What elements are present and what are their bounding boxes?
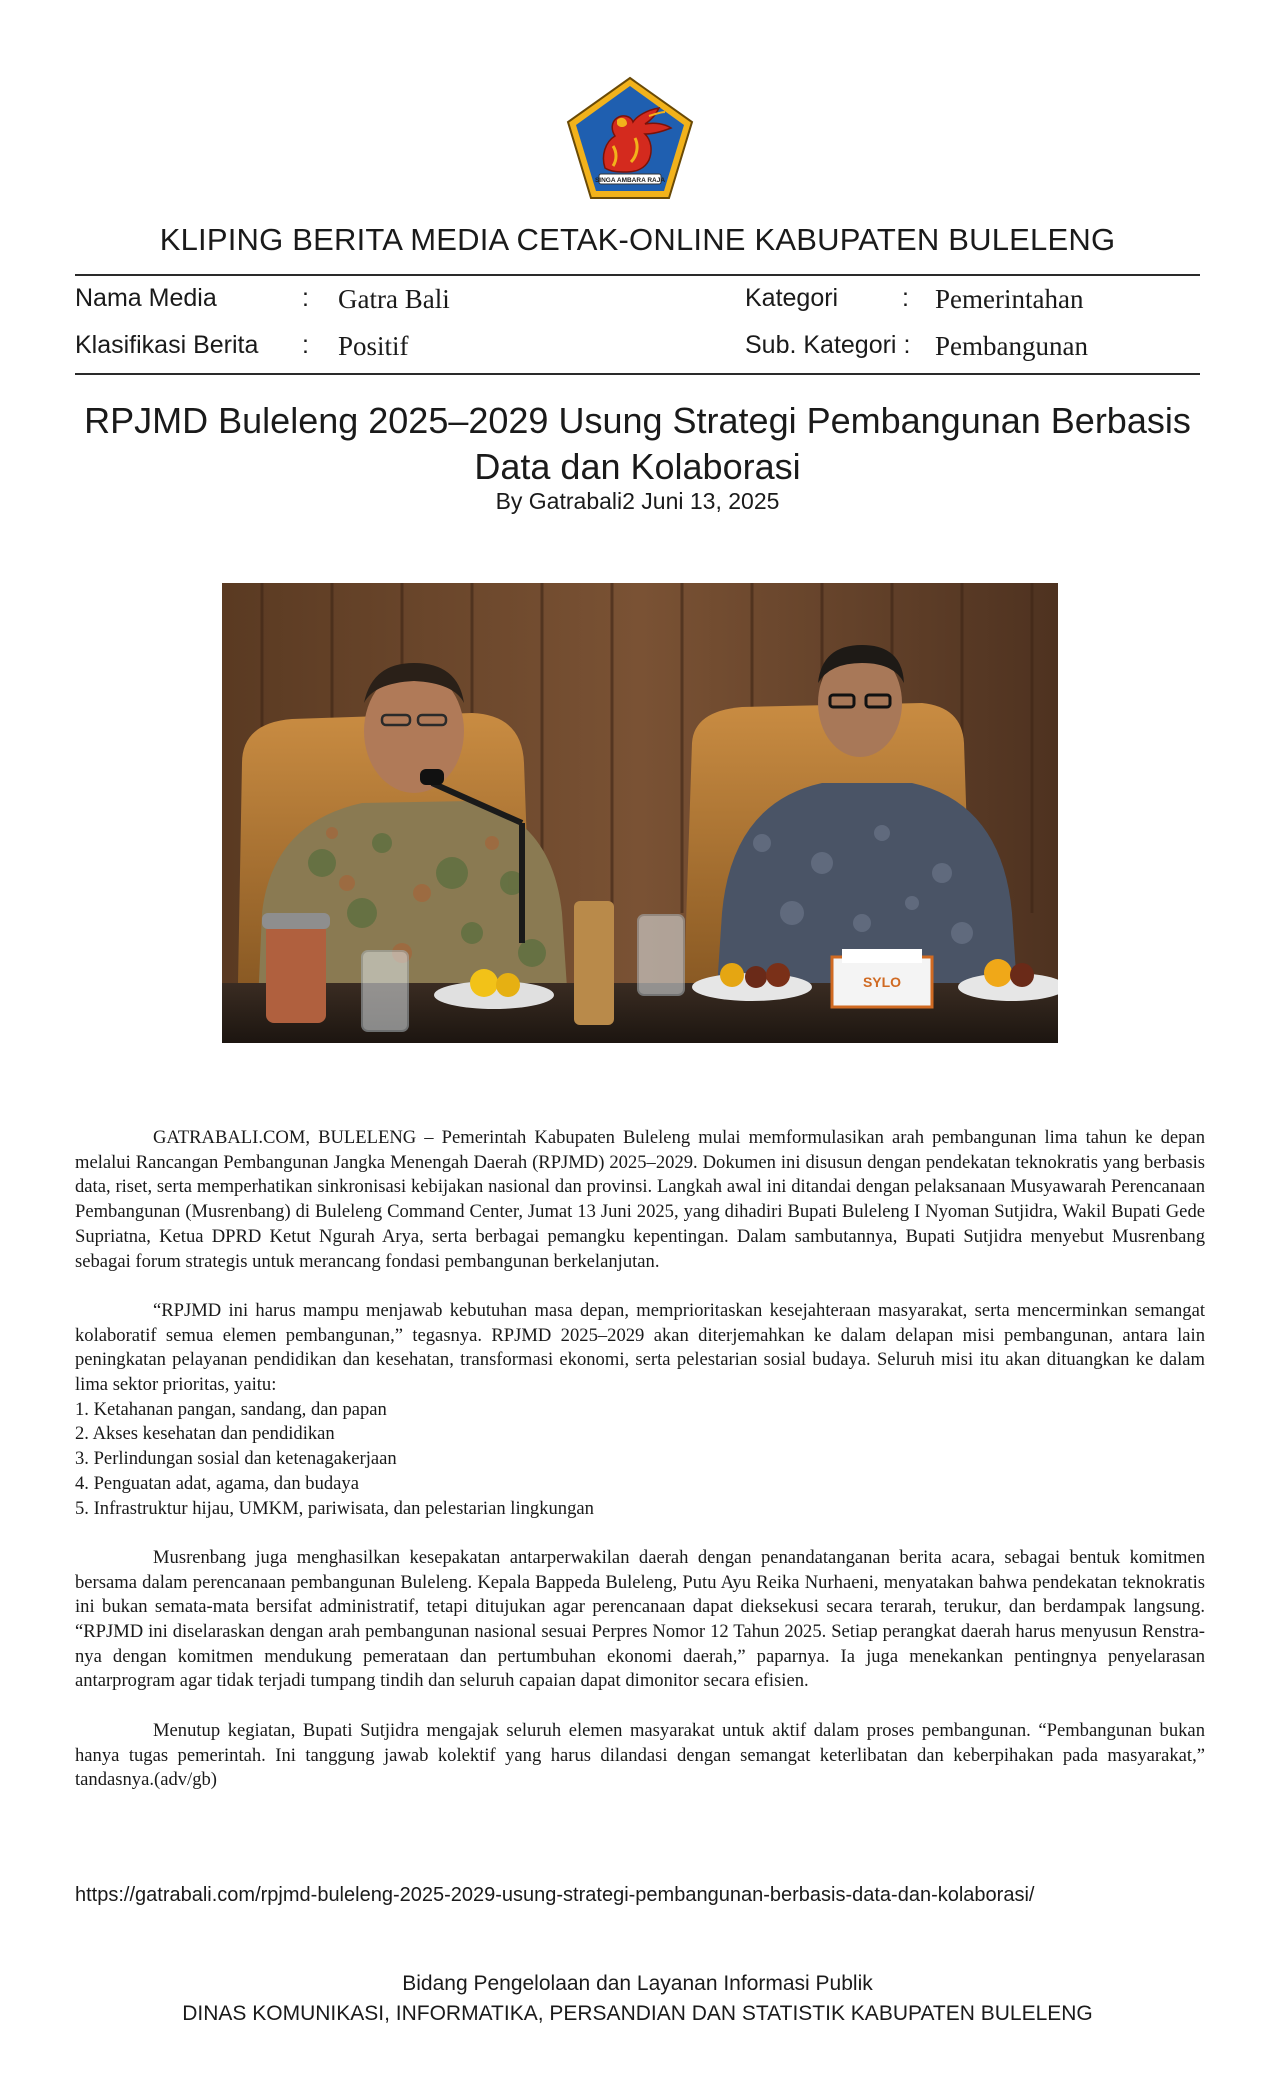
media-label: Nama Media bbox=[75, 284, 217, 312]
article-paragraph-1: GATRABALI.COM, BULELENG – Pemerintah Kabupaten Buleleng mulai memformulasikan arah pembangunan lima tahun ke depan melalui Rancangan Pembangunan Jangka Menengah Daerah (RPJMD) 2025–2029. Dokumen ini disusun dengan pendekatan teknokratis yang berbasis data, riset, serta memperhatikan sinkronisasi kebijakan nasional dan provinsi. Langkah awal ini ditandai dengan pelaksanaan Musyawarah Perencanaan Pembangunan (Musrenbang) di Buleleng Command Center, Jumat 13 Juni 2025, yang dihadiri Bupati Buleleng I Nyoman Sutjidra, Wakil Bupati Gede Supriatna, Ketua DPRD Ketut Ngurah Arya, serta berbagai pemangku kepentingan. Dalam sambutannya, Bupati Sutjidra menyebut Musrenbang sebagai forum strategis untuk merancang fondasi pembangunan berkelanjutan. bbox=[75, 1127, 1205, 1272]
category-colon: : bbox=[902, 284, 909, 312]
list-item: 1. Ketahanan pangan, sandang, dan papan bbox=[75, 1398, 387, 1420]
classification-colon: : bbox=[302, 331, 309, 359]
list-item: 4. Penguatan adat, agama, dan budaya bbox=[75, 1472, 359, 1494]
headline-line-2: Data dan Kolaborasi bbox=[474, 446, 801, 487]
headline-line-1: RPJMD Buleleng 2025–2029 Usung Strategi Pembangunan Berbasis bbox=[84, 400, 1191, 441]
subcategory-colon: : bbox=[903, 331, 911, 359]
priority-list bbox=[75, 1398, 1205, 1522]
subcategory-label bbox=[745, 331, 910, 360]
meta-divider bbox=[75, 373, 1200, 375]
classification-label: Klasifikasi Berita bbox=[75, 331, 259, 359]
list-item: 2. Akses kesehatan dan pendidikan bbox=[75, 1423, 335, 1445]
media-value: Gatra Bali bbox=[338, 284, 450, 314]
top-divider bbox=[75, 274, 1200, 276]
article-paragraph-2: “RPJMD ini harus mampu menjawab kebutuhan masa depan, memprioritaskan kesejahteraan masyarakat, serta mencerminkan semangat kolaboratif semua elemen pembangunan,” tegasnya. RPJMD 2025–2029 akan diterjemahkan ke dalam delapan misi pembangunan, antara lain peningkatan pelayanan pendidikan dan kesehatan, transformasi ekonomi, serta pelestarian sosial budaya. Seluruh misi itu akan dituangkan ke dalam lima sektor prioritas, yaitu: bbox=[75, 1299, 1205, 1396]
footer-agency: DINAS KOMUNIKASI, INFORMATIKA, PERSANDIAN DAN STATISTIK KABUPATEN BULELENG bbox=[182, 2002, 1093, 2025]
crest-motto: SINGA AMBARA RAJA bbox=[594, 177, 666, 184]
classification-value: Positif bbox=[338, 331, 409, 361]
article-headline bbox=[75, 398, 1200, 490]
category-label: Kategori bbox=[745, 284, 839, 312]
singa-ambara-raja-crest-icon bbox=[565, 76, 695, 202]
list-item: 5. Infrastruktur hijau, UMKM, pariwisata, dan pelestarian lingkungan bbox=[75, 1497, 594, 1519]
article-paragraph-3: Musrenbang juga menghasilkan kesepakatan antarperwakilan daerah dengan penandatanganan berita acara, sebagai bentuk komitmen bersama dalam perencanaan pembangunan Buleleng. Kepala Bappeda Buleleng, Putu Ayu Reika Nurhaeni, menyatakan bahwa pendekatan teknokratis ini bukan semata-mata bersifat administratif, tetapi ditujukan agar perencanaan dapat dieksekusi secara terarah, terukur, dan berdampak langsung. “RPJMD ini diselaraskan dengan arah pembangunan nasional sesuai Perpres Nomor 12 Tahun 2025. Setiap perangkat daerah harus menyusun Renstra-nya dengan komitmen mendukung pemerataan dan pertumbuhan ekonomi daerah,” paparnya. Ia juga menekankan pentingnya penyelarasan antarprogram agar tidak terjadi tumpang tindih dan seluruh capaian dapat dimonitor secara efisien. bbox=[75, 1546, 1205, 1692]
article-byline: By Gatrabali2 Juni 13, 2025 bbox=[495, 488, 780, 514]
source-link[interactable]: https://gatrabali.com/rpjmd-buleleng-2025-2029-usung-strategi-pembangunan-berbasis-data-dan-kolaborasi/ bbox=[75, 1884, 1035, 1906]
article-body bbox=[75, 1126, 1205, 1793]
media-colon: : bbox=[302, 284, 309, 312]
category-value: Pemerintahan bbox=[935, 284, 1084, 314]
article-paragraph-4: Menutup kegiatan, Bupati Sutjidra mengajak seluruh elemen masyarakat untuk aktif dalam proses pembangunan. “Pembangunan bukan hanya tugas pemerintah. Ini tanggung jawab kolektif yang harus dilandasi dengan semangat keterlibatan dan keberpihakan pada masyarakat,” tandasnya.(adv/gb) bbox=[75, 1719, 1205, 1791]
list-item: 3. Perlindungan sosial dan ketenagakerjaan bbox=[75, 1448, 397, 1470]
tissue-box-label: SYLO bbox=[862, 974, 902, 990]
subcategory-value: Pembangunan bbox=[935, 331, 1088, 361]
subcategory-label-text: Sub. Kategori bbox=[745, 331, 897, 359]
article-photo bbox=[222, 583, 1058, 1043]
clipping-title: KLIPING BERITA MEDIA CETAK-ONLINE KABUPATEN BULELENG bbox=[159, 222, 1116, 257]
footer-division: Bidang Pengelolaan dan Layanan Informasi Publik bbox=[402, 1972, 873, 1995]
